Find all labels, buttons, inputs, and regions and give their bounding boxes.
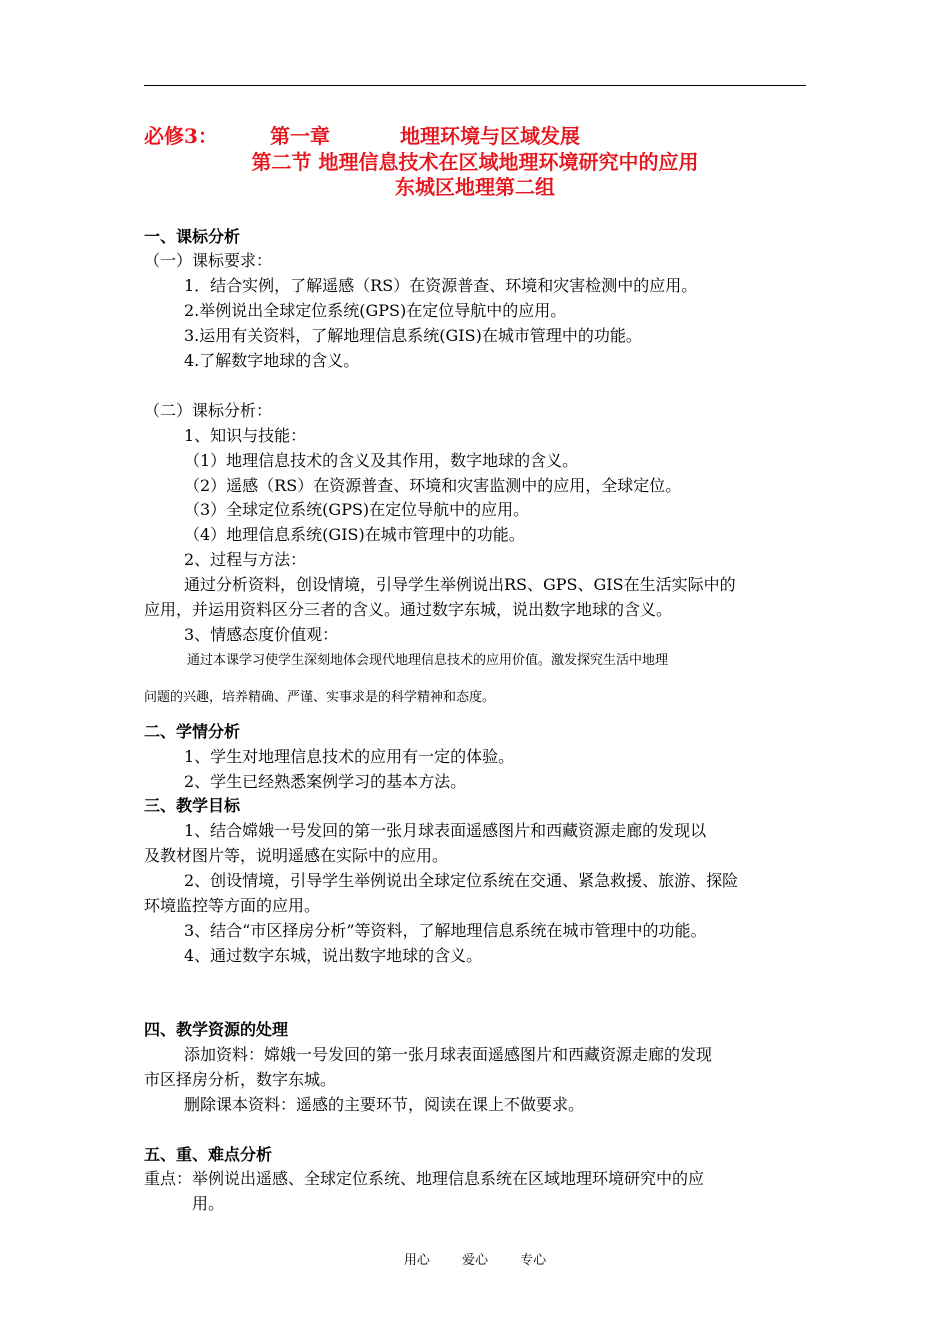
emotion-text: 通过本课学习使学生深刻地体会现代地理信息技术的应用价值。激发探究生活中地理 [187, 653, 669, 668]
page-footer [0, 1249, 950, 1268]
sec2-heading: 二、学情分析 [144, 722, 241, 741]
resource-text: 删除课本资料：遥感的主要环节，阅读在课上不做要求。 [184, 1095, 585, 1114]
title-course: 必修3： [144, 124, 218, 148]
emotion-text: 问题的兴趣，培养精确、严谨、实事求是的科学精神和态度。 [144, 690, 496, 705]
resource-text: 市区择房分析，数字东城。 [144, 1070, 337, 1089]
sec1-sub2: （二）课标分析： [144, 401, 273, 420]
title-chapter: 第一章 [270, 124, 330, 148]
sec4-heading: 四、教学资源的处理 [144, 1020, 289, 1039]
goal-text: 1、结合嫦娥一号发回的第一张月球表面遥感图片和西藏资源走廊的发现以 [184, 821, 707, 840]
goal-text: 3、结合“市区择房分析”等资料，了解地理信息系统在城市管理中的功能。 [184, 921, 707, 940]
goal-text: 及教材图片等，说明遥感在实际中的应用。 [144, 846, 449, 865]
process-text: 通过分析资料，创设情境，引导学生举例说出RS、GPS、GIS在生活实际中的 [184, 575, 736, 594]
process-text: 应用，并运用资料区分三者的含义。通过数字东城，说出数字地球的含义。 [144, 600, 673, 619]
process-heading: 2、过程与方法： [184, 550, 307, 569]
knowledge-item: （4）地理信息系统(GIS)在城市管理中的功能。 [184, 525, 525, 544]
req-item: 4.了解数字地球的含义。 [184, 351, 360, 370]
sec5-heading: 五、重、难点分析 [144, 1145, 273, 1164]
resource-text: 添加资料：嫦娥一号发回的第一张月球表面遥感图片和西藏资源走廊的发现 [184, 1045, 713, 1064]
knowledge-heading: 1、知识与技能： [184, 426, 307, 445]
list-item: 1、学生对地理信息技术的应用有一定的体验。 [184, 747, 515, 766]
sec3-heading: 三、教学目标 [144, 796, 241, 815]
knowledge-item: （3）全球定位系统(GPS)在定位导航中的应用。 [184, 500, 530, 519]
knowledge-item: （1）地理信息技术的含义及其作用，数字地球的含义。 [184, 451, 579, 470]
goal-text: 环境监控等方面的应用。 [144, 896, 321, 915]
footer-text: 爱心 [461, 1253, 488, 1268]
keypoint-text: 用。 [192, 1194, 225, 1213]
keypoint-text: 重点：举例说出遥感、全球定位系统、地理信息系统在区域地理环境研究中的应 [144, 1169, 705, 1188]
req-item: 1．结合实例，了解遥感（RS）在资源普查、环境和灾害检测中的应用。 [184, 276, 698, 295]
footer-text: 用心 [403, 1253, 430, 1268]
list-item: 2、学生已经熟悉案例学习的基本方法。 [184, 772, 467, 791]
req-item: 2.举例说出全球定位系统(GPS)在定位导航中的应用。 [184, 301, 567, 320]
sec1-sub1: （一）课标要求： [144, 251, 273, 270]
goal-text: 2、创设情境，引导学生举例说出全球定位系统在交通、紧急救援、旅游、探险 [184, 871, 739, 890]
knowledge-item: （2）遥感（RS）在资源普查、环境和灾害监测中的应用，全球定位。 [184, 476, 682, 495]
goal-text: 4、通过数字东城，说出数字地球的含义。 [184, 946, 483, 965]
title-section: 第二节 地理信息技术在区域地理环境研究中的应用 [251, 150, 699, 174]
title-group: 东城区地理第二组 [395, 175, 555, 199]
title-chapter-name: 地理环境与区域发展 [400, 124, 580, 148]
req-item: 3.运用有关资料，了解地理信息系统(GIS)在城市管理中的功能。 [184, 326, 642, 345]
header-rule [144, 85, 806, 86]
emotion-heading: 3、情感态度价值观： [184, 625, 339, 644]
sec1-heading: 一、课标分析 [144, 227, 241, 246]
footer-text: 专心 [520, 1253, 547, 1268]
